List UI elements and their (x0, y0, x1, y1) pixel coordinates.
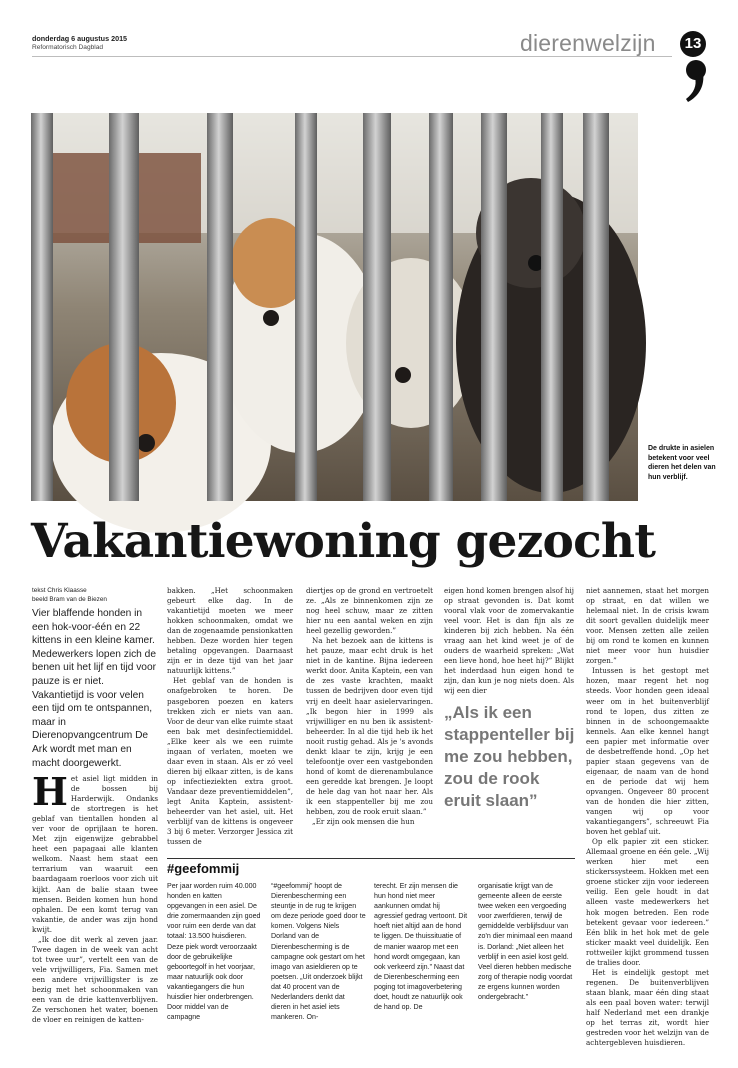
comma-logo-icon (683, 58, 707, 104)
article-intro: Vier blaffende honden in een hok-voor-één en 22 kittens in een kleine kamer. Medewerkers lopen zich de benen uit het lijf en tijd voor pauze is er niet. Vakantietijd is voor velen een tijd om te ontspannen, maar in Dierenopvangcentrum De Ark wordt met man en macht doorgewerkt. (32, 608, 157, 769)
drop-cap: H (32, 769, 68, 814)
paragraph: „Er zijn ook mensen die hun (312, 817, 415, 827)
body-column-3 (306, 586, 433, 856)
credit-photo: beeld Bram van de Biezen (32, 596, 107, 604)
paragraph: et asiel ligt midden in de bossen bij Harderwijk. Ondanks de stortregen is het geblaf van tientallen honden al ver voor de oprijlaan te horen. Met zijn eigenwijze gebrabbel heet een papagaai alle klanten welkom. Naast hem staat een terrarium van waaruit een baardagaam roerloos voor zich uit kijkt. Aan de balie staan twee mensen. Beiden komen hun hond ophalen. De een komt terug van vakantie, de ander was zijn hond kwijt. (32, 774, 158, 934)
paragraph: bakken. „Het schoonmaken gebeurt elke dag. In de vakantietijd moeten we meer hokken schoonmaken, omdat we dan de zogenaamde pensionkatten hebben. Deze worden hier tegen betaling opgevangen. Daarnaast zijn er in deze tijd van het jaar natuurlijk kittens.” (167, 586, 293, 676)
box-column-1: Per jaar worden ruim 40.000 honden en katten opgevangen in een asiel. De drie zomermaanden zijn goed voor ruim een derde van dat totaal: 13.500 huisdieren. Deze piek wordt veroorzaakt door de gebruikelijke geboortegolf in het voorjaar, maar natuurlijk ook door vakantiegangers die hun huisdier hier onderbrengen. Door middel van de campagne (167, 882, 261, 1022)
credit-text: tekst Chris Klaasse (32, 587, 87, 594)
photo-caption: De drukte in asielen betekent voor veel dieren het delen van hun verblijf. (648, 445, 716, 481)
body-column-2 (167, 586, 293, 856)
pull-quote: „Als ik een stappenteller bij me zou hebben, zou de rook eruit slaan” (444, 703, 575, 810)
photo-dogs-in-kennel (31, 113, 638, 501)
paragraph: diertjes op de grond en vertroetelt ze. „Als ze binnenkomen zijn ze nog heel schuw, maar ze zitten hier nu een aantal weken en zijn heel gezellig geworden.” (306, 586, 433, 636)
box-column-4: organisatie krijgt van de gemeente alleen de eerste twee weken een vergoeding voor zwerfdieren, terwijl de gemiddelde verblijfsduur van zo'n dier minimaal een maand is. Dorland: „Niet alleen het verblijf in een asiel kost geld. Veel dieren hebben medische zorg of therapie nodig voordat ze ergens kunnen worden ondergebracht.” (478, 882, 573, 1002)
box-title: #geefommij (167, 861, 240, 876)
paragraph: Op elk papier zit een sticker. Allemaal groene en één gele. „Wij werken hier met een stickerssysteem. Hokken met een groene sticker zijn voor iedereen veilig. Een gele houdt in dat alleen vaste medewerkers het hok mogen betreden. Een rode betekent gevaar voor iedereen.” Eén blik in het hok met de gele sticker maakt veel duidelijk. Een rottweiler kijkt grommend tussen de tralies door. (586, 837, 709, 967)
box-column-3: terecht. Er zijn mensen die hun hond niet meer aankunnen omdat hij agressief gedrag vertoont. Dit hoeft niet altijd aan de hond te liggen. De thuissituatie of de manier waarop met een hond wordt omgegaan, kan ook verkeerd zijn.” Naast dat de Dierenbescherming een poging tot imagoverbetering doet, houdt ze natuurlijk ook de hand op. De (374, 882, 468, 1012)
page-number: 13 (680, 31, 706, 57)
issue-date: donderdag 6 augustus 2015 (32, 34, 128, 43)
paragraph: Na het bezoek aan de kittens is het pauze, maar echt druk is het niet in de kantine. Bijna iedereen werkt door. Anita Kaptein, een van de zes vaste krachten, maakt tussen de bedrijven door even tijd vrij en deelt haar asielervaringen. „Ik begon hier in 1999 als vrijwilliger en nu ben ik assistent-beheerder. In al die tijd heb ik het nooit rustig gehad. Als je 's avonds denkt klaar te zijn, krijg je een telefoontje over een vastgebonden hond of komt de dierenambulance een geredde kat brengen. Je loopt de hele dag van hot naar her. Als ik een stappenteller bij me zou hebben, zou de rook eruit slaan.” (306, 636, 433, 817)
article-headline: Vakantiewoning gezocht (31, 514, 656, 569)
paragraph: Intussen is het gestopt met hozen, maar regent het nog steeds. Voor honden geen ideaal weer om in het buitenverblijf rond te lopen, dus zitten ze binnen in de schoongemaakte kennels. Aan elke kennel hangt een papier met informatie over de desbetreffende hond. „Op het papier staan gegevens van de eigenaar, de naam van de hond en de periode dat wij hem opvangen. Ongeveer 80 procent van de honden die hier zitten, vangen wij op voor vakantiegangers”, schreeuwt Fia boven het geblaf uit. (586, 666, 709, 837)
paragraph: Het is eindelijk gestopt met regenen. De buitenverblijven staan blank, maar één ding staat als een paal boven water: terwijl half Nederland met een drankje op het terras zit, wordt hier gestreden voor het welzijn van de achtergebleven huisdieren. (586, 967, 709, 1048)
body-column-1 (32, 769, 158, 1059)
body-column-4 (444, 586, 574, 696)
paragraph: eigen hond komen brengen alsof hij op straat gevonden is. Dat komt vooral vlak voor de zomervakantie veel voor. Het is dan fijn als ze kinderen bij zich hebben. Na één vraag aan het kind weet je of de ouders de waarheid spreken: „Wat een lieve hond, hoe heet hij?” Blijkt het inderdaad hun eigen hond te zijn, dan kun je nog niets doen. Als wij een dier (444, 586, 574, 696)
paragraph: Het geblaf van de honden is onafgebroken te horen. De pasgeboren poezen en katers trekken zich er niets van aan. Voor de deur van elke ruimte staat een bak met desinfectiemiddel. „Elke keer als we een ruimte ingaan of verlaten, moeten we daar even in staan. Als er zó veel dieren bij elkaar zitten, is de kans op infectieziekten extra groot. Vandaar deze preventiemiddelen”, legt Anita Kaptein, assistent-beheerder van het asiel, uit. Het verblijf van de kittens is ongeveer 3 bij 6 meter. Verzorger Jessica zit tussen de (167, 676, 293, 847)
newspaper-name: Reformatorisch Dagblad (32, 44, 104, 51)
header-rule (32, 56, 672, 57)
box-rule (167, 858, 575, 859)
article-credits (32, 586, 107, 604)
section-title: dierenwelzijn (520, 30, 656, 56)
body-column-5 (586, 586, 709, 1061)
paragraph: niet aannemen, staat het morgen op straat, en dat willen we helemaal niet. In de crisis kwam dit soort gevallen duidelijk meer voor. Mensen zetten alle zeilen bij om rond te komen en kunnen niet meer voor hun huisdier zorgen.” (586, 586, 709, 666)
paragraph: „Ik doe dit werk al zeven jaar. Twee dagen in de week van acht tot twee uur”, vertelt een van de vele vrijwilligers, Fia. Samen met een andere vrijwilligster is ze bezig met het schoonmaken van een van de drie kattenverblijven. Ze verschonen het water, boenen de vloer en reinigen de katten- (32, 934, 158, 1025)
box-column-2: “#geefommij” hoopt de Dierenbescherming een steuntje in de rug te krijgen om deze periode goed door te komen. Volgens Niels Dorland van de Dierenbescherming is de campagne ook gestart om het imago van asieldieren op te poetsen. „Uit onderzoek blijkt dat 40 procent van de Nederlanders denkt dat dieren in het asiel iets mankeren. On- (271, 882, 366, 1022)
